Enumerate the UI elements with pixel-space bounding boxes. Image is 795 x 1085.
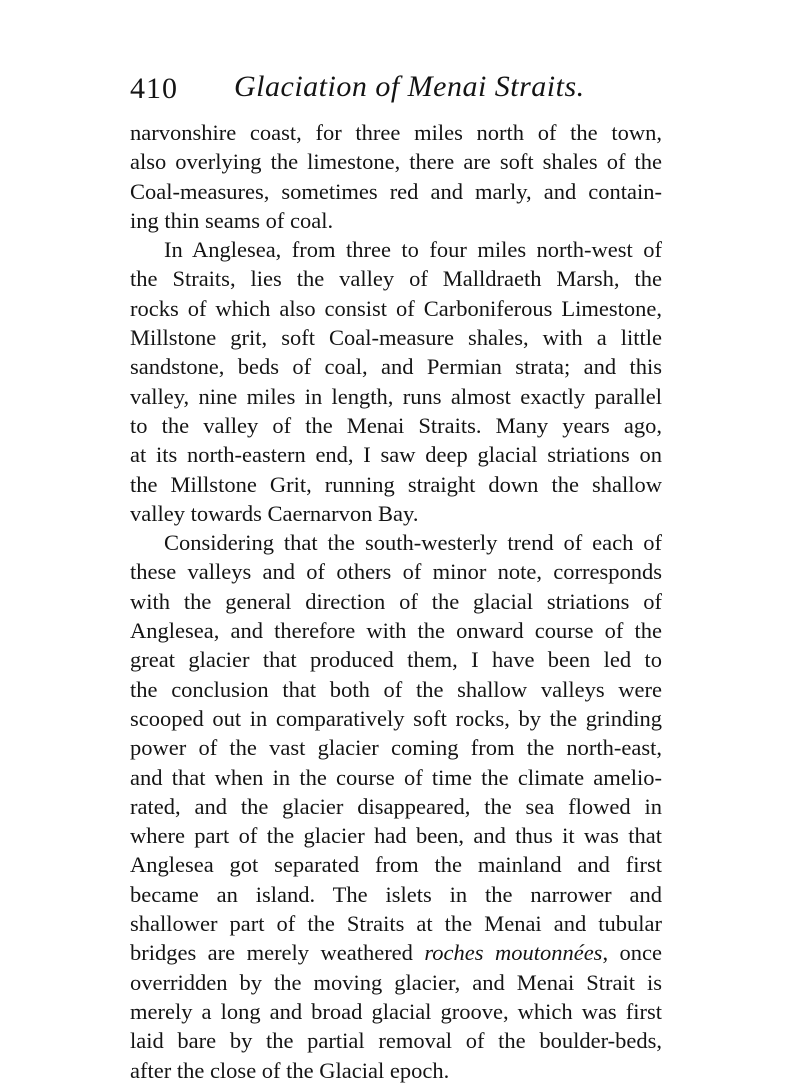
text-line: also overlying the limestone, there are soft shales of the — [130, 149, 662, 175]
text-line: rated, and the glacier disappeared, the sea flowed in — [130, 793, 662, 819]
italic-phrase: roches moutonnées — [424, 940, 603, 966]
text-line: overridden by the moving glacier, and Menai Strait is — [130, 969, 662, 995]
text-line: at its north-eastern end, I saw deep glacial striations on — [130, 442, 662, 468]
text-line — [130, 938, 662, 967]
text-line: valley towards Caernarvon Bay. — [130, 500, 419, 526]
text-line: the Straits, lies the valley of Malldraeth Marsh, the — [130, 266, 662, 292]
text-line: great glacier that produced them, I have been led to — [130, 647, 662, 673]
text-line: narvonshire coast, for three miles north of the town, — [130, 120, 662, 145]
text-line: merely a long and broad glacial groove, which was first — [130, 998, 662, 1024]
text-line: became an island. The islets in the narrower and — [130, 881, 662, 907]
text-line: these valleys and of others of minor note, corresponds — [130, 559, 662, 585]
text-line: the Millstone Grit, running straight down the shallow — [130, 471, 662, 497]
text-run: , once — [602, 940, 662, 966]
body-text — [130, 118, 662, 1085]
text-line: with the general direction of the glacial striations of — [130, 588, 662, 614]
running-head — [130, 70, 670, 110]
text-line: Coal-measures, sometimes red and marly, and contain- — [130, 178, 662, 204]
text-line: to the valley of the Menai Straits. Many years ago, — [130, 412, 662, 438]
text-line: after the close of the Glacial epoch. — [130, 1057, 450, 1083]
text-line: Anglesea got separated from the mainland and first — [130, 852, 662, 878]
text-line: ing thin seams of coal. — [130, 207, 334, 233]
text-line: laid bare by the partial removal of the boulder-beds, — [130, 1028, 662, 1054]
text-line: Millstone grit, soft Coal-measure shales, with a little — [130, 325, 662, 351]
text-line: In Anglesea, from three to four miles north-west of — [164, 237, 662, 263]
text-line: valley, nine miles in length, runs almost exactly parallel — [130, 383, 662, 409]
text-line: rocks of which also consist of Carboniferous Limestone, — [130, 295, 662, 321]
text-line: Considering that the south-westerly trend of each of — [164, 530, 662, 556]
text-line: Anglesea, and therefore with the onward course of the — [130, 618, 662, 644]
text-line: the conclusion that both of the shallow valleys were — [130, 676, 662, 702]
text-line: where part of the glacier had been, and thus it was that — [130, 823, 662, 849]
page-number: 410 — [130, 72, 178, 105]
text-run: bridges are merely weathered — [130, 940, 425, 966]
text-line: sandstone, beds of coal, and Permian strata; and this — [130, 354, 662, 380]
text-line: scooped out in comparatively soft rocks, by the grinding — [130, 705, 662, 731]
text-line: and that when in the course of time the climate amelio- — [130, 764, 662, 790]
text-line: power of the vast glacier coming from the north-east, — [130, 735, 662, 761]
running-title: Glaciation of Menai Straits. — [234, 70, 585, 103]
text-line: shallower part of the Straits at the Menai and tubular — [130, 911, 662, 937]
